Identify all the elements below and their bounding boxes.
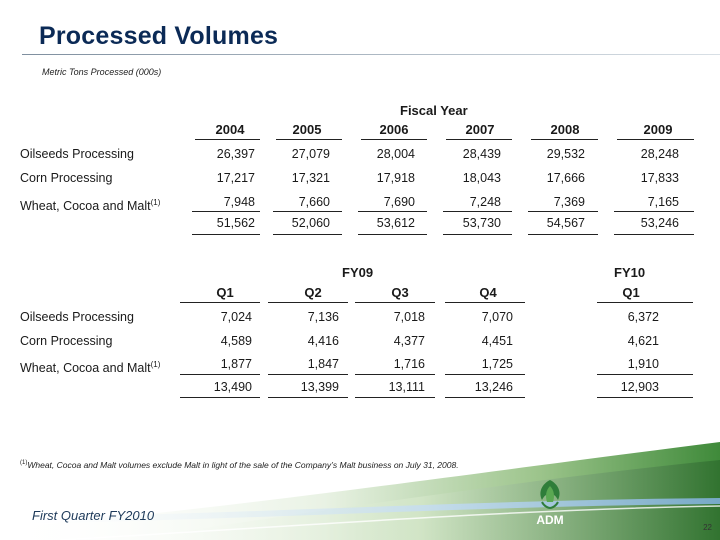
table-cell: 4,589	[220, 334, 252, 348]
table-cell: 1,847	[307, 357, 339, 371]
year-header: 2007	[465, 122, 495, 137]
footnote-marker: (1)	[150, 360, 161, 369]
total-cell: 13,111	[388, 380, 425, 394]
row-label-text: Wheat, Cocoa and Malt	[20, 361, 151, 376]
table-cell: 7,165	[647, 195, 679, 209]
quarter-header: Q1	[622, 285, 640, 300]
total-rule	[614, 211, 694, 212]
table-cell: 17,918	[376, 171, 415, 185]
year-header: 2005	[292, 122, 322, 137]
total-cell: 13,490	[213, 380, 252, 394]
page-number: 22	[703, 523, 712, 532]
total-rule	[180, 374, 260, 375]
total-rule	[355, 374, 435, 375]
total-rule	[445, 374, 525, 375]
table-cell: 17,833	[640, 171, 679, 185]
quarter-header: Q3	[391, 285, 409, 300]
header-underline	[446, 139, 512, 140]
footnote-marker: (1)	[150, 198, 161, 207]
table-cell: 1,910	[627, 357, 659, 371]
table-cell: 18,043	[462, 171, 501, 185]
footnote-text: Wheat, Cocoa and Malt volumes exclude Malt in light of the sale of the Company’s Malt business on July 31, 2008.	[27, 460, 459, 470]
table-cell: 29,532	[546, 147, 585, 161]
row-label-text: Wheat, Cocoa and Malt	[20, 199, 151, 214]
footnote	[20, 460, 459, 470]
total-underline	[614, 234, 694, 235]
table-cell: 7,690	[383, 195, 415, 209]
table-cell: 4,377	[393, 334, 425, 348]
table-cell: 1,877	[220, 357, 252, 371]
header-underline	[276, 139, 342, 140]
header-underline	[355, 302, 435, 303]
total-underline	[180, 397, 260, 398]
header-underline	[180, 302, 260, 303]
table-cell: 17,217	[216, 171, 255, 185]
table-cell: 1,725	[481, 357, 513, 371]
table-cell: 26,397	[216, 147, 255, 161]
title-bar	[0, 0, 720, 62]
table-cell: 4,451	[481, 334, 513, 348]
total-underline	[192, 234, 260, 235]
total-rule	[192, 211, 260, 212]
table-cell: 4,621	[627, 334, 659, 348]
table-cell: 7,369	[553, 195, 585, 209]
page-title: Processed Volumes	[39, 22, 279, 50]
table-cell: 7,024	[220, 310, 252, 324]
total-underline	[445, 397, 525, 398]
table-cell: 6,372	[627, 310, 659, 324]
fiscal-year-header: Fiscal Year	[400, 103, 468, 118]
total-underline	[528, 234, 598, 235]
table-cell: 17,321	[291, 171, 330, 185]
title-rule	[22, 54, 720, 55]
header-underline	[617, 139, 694, 140]
fy09-header: FY09	[342, 265, 374, 280]
total-underline	[358, 234, 427, 235]
header-underline	[597, 302, 693, 303]
table-cell: 7,248	[469, 195, 501, 209]
footer-text: First Quarter FY2010	[32, 508, 155, 523]
total-cell: 13,399	[300, 380, 339, 394]
quarter-header: Q2	[304, 285, 322, 300]
svg-text:ADM: ADM	[536, 513, 564, 527]
table-cell: 28,248	[640, 147, 679, 161]
header-underline	[268, 302, 348, 303]
quarter-header: Q1	[216, 285, 234, 300]
total-cell: 54,567	[546, 216, 585, 230]
table-cell: 7,660	[298, 195, 330, 209]
row-label	[20, 195, 160, 214]
total-underline	[355, 397, 435, 398]
header-underline	[531, 139, 598, 140]
total-rule	[358, 211, 427, 212]
table-cell: 28,004	[376, 147, 415, 161]
total-cell: 12,903	[620, 380, 659, 394]
total-rule	[597, 374, 693, 375]
total-rule	[443, 211, 512, 212]
total-underline	[268, 397, 348, 398]
header-underline	[195, 139, 260, 140]
table-cell: 7,948	[223, 195, 255, 209]
header-underline	[361, 139, 427, 140]
footnote-marker: (1)	[20, 460, 28, 467]
total-cell: 53,246	[640, 216, 679, 230]
adm-logo	[528, 478, 572, 528]
year-header: 2009	[643, 122, 673, 137]
table-cell: 27,079	[291, 147, 330, 161]
page-subtitle: Metric Tons Processed (000s)	[42, 67, 162, 77]
year-header: 2006	[379, 122, 409, 137]
total-cell: 52,060	[291, 216, 330, 230]
total-cell: 13,246	[474, 380, 513, 394]
table-cell: 7,070	[481, 310, 513, 324]
total-underline	[273, 234, 342, 235]
row-label: Corn Processing	[20, 334, 113, 348]
total-cell: 53,730	[462, 216, 501, 230]
row-label: Oilseeds Processing	[20, 310, 134, 324]
year-header: 2008	[550, 122, 580, 137]
total-underline	[597, 397, 693, 398]
fy10-header: FY10	[614, 265, 646, 280]
total-underline	[443, 234, 512, 235]
quarter-header: Q4	[479, 285, 497, 300]
total-rule	[528, 211, 598, 212]
table-cell: 1,716	[393, 357, 425, 371]
header-underline	[445, 302, 525, 303]
row-label	[20, 357, 160, 376]
table-cell: 7,018	[393, 310, 425, 324]
total-rule	[268, 374, 348, 375]
total-cell: 51,562	[216, 216, 255, 230]
table-cell: 28,439	[462, 147, 501, 161]
year-header: 2004	[215, 122, 245, 137]
footer-swoosh	[0, 440, 720, 540]
row-label: Oilseeds Processing	[20, 147, 134, 161]
row-label: Corn Processing	[20, 171, 113, 185]
table-cell: 4,416	[307, 334, 339, 348]
table-cell: 17,666	[546, 171, 585, 185]
table-cell: 7,136	[307, 310, 339, 324]
total-rule	[273, 211, 342, 212]
total-cell: 53,612	[376, 216, 415, 230]
